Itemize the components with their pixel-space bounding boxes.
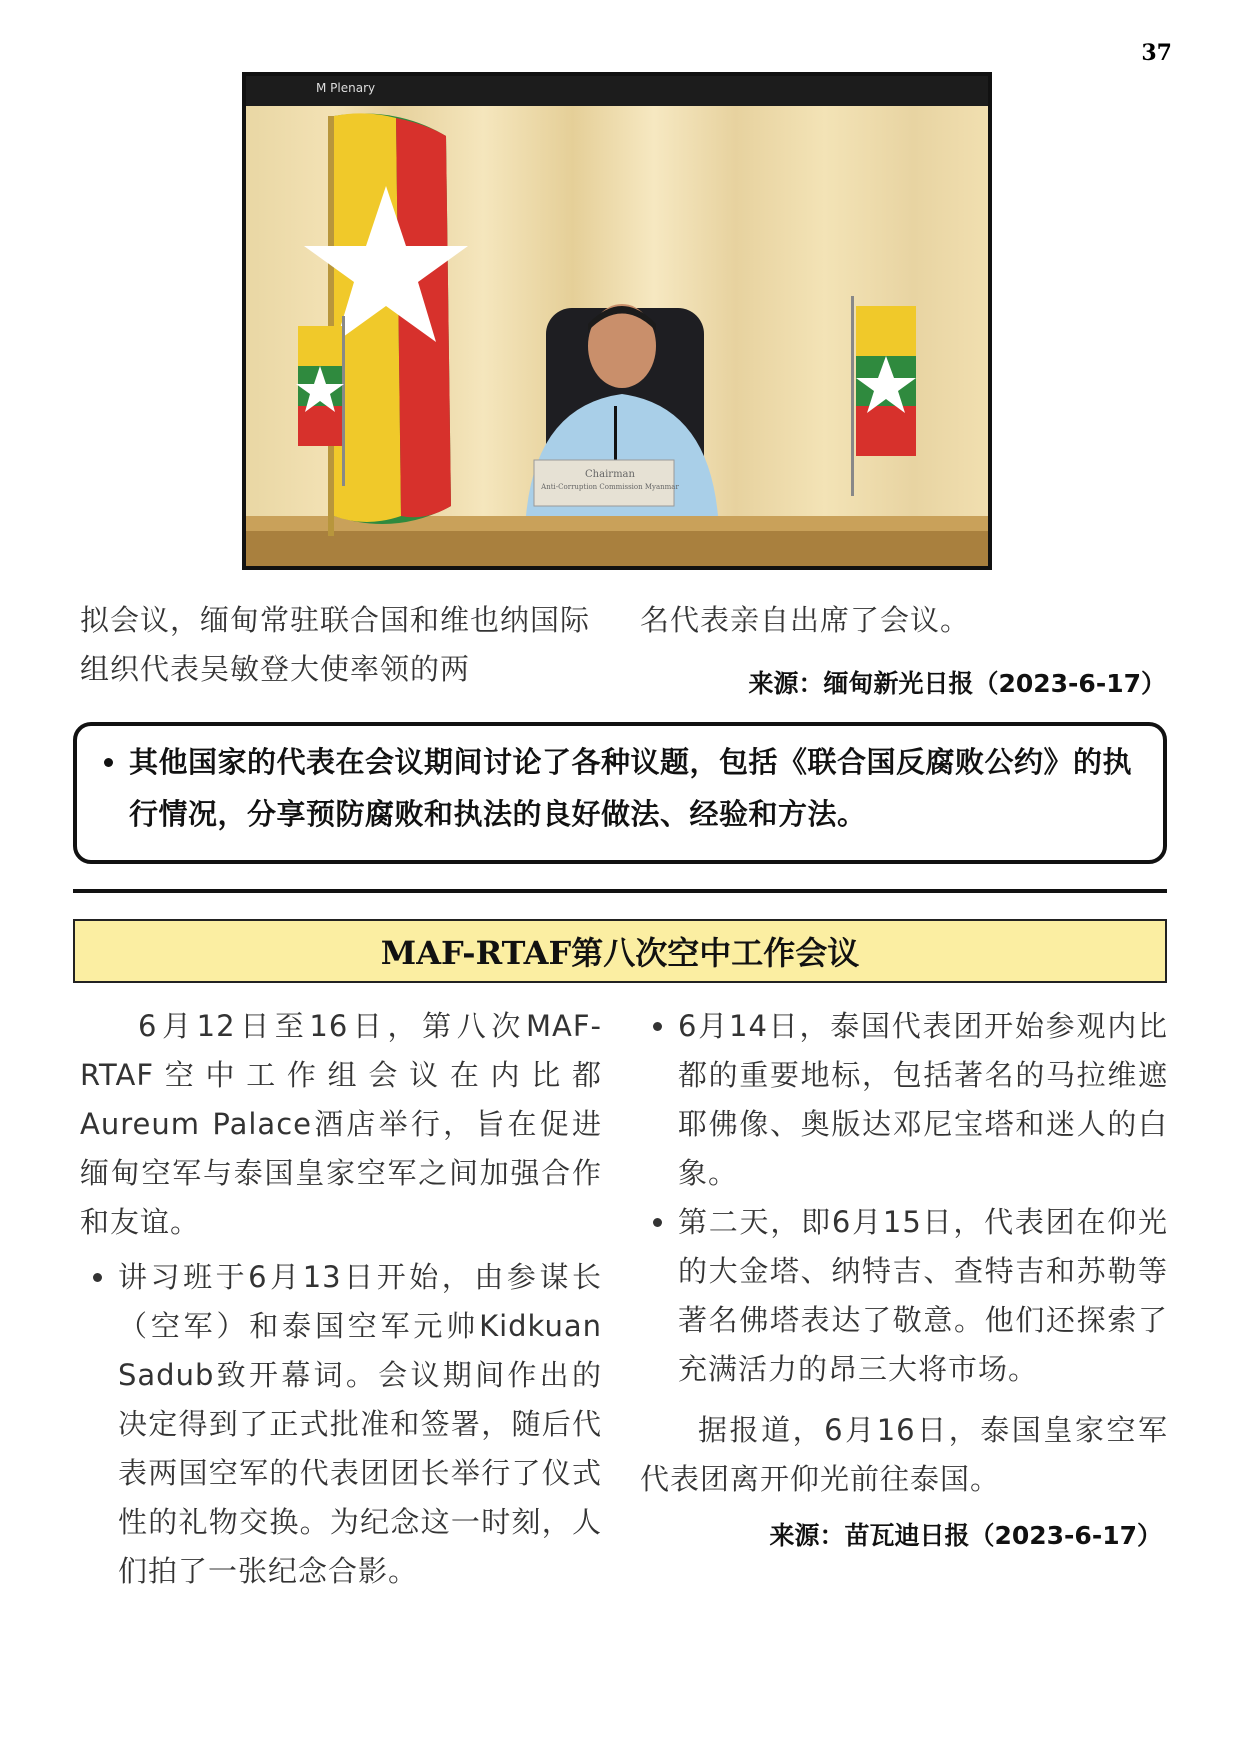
article2-right-bullets xyxy=(640,1002,1168,1394)
article2-bullet-3: • 第二天，即6月15日，代表团在仰光的大金塔、纳特吉、查特吉和苏勒等著名佛塔表达了敬意。他们还探索了充满活力的昂三大将市场。 xyxy=(678,1198,1168,1394)
conference-photo xyxy=(242,72,992,570)
toolbar-title: M Plenary xyxy=(316,81,376,95)
article2-title-banner xyxy=(73,919,1167,983)
article2-source: 来源：苗瓦迪日报（2023-6-17） xyxy=(769,1521,1162,1550)
nameplate xyxy=(540,469,680,493)
article1-right-text: 名代表亲自出席了会议。 xyxy=(640,603,971,637)
article1-source: 来源：缅甸新光日报（2023-6-17） xyxy=(748,669,1166,698)
callout-box xyxy=(73,722,1167,864)
article2-closing: 据报道，6月16日，泰国皇家空军代表团离开仰光前往泰国。 xyxy=(640,1413,1168,1496)
nameplate-title: Chairman xyxy=(585,469,635,480)
article2-bullet-1: • 讲习班于6月13日开始，由参谋长（空军）和泰国空军元帅Kidkuan Sadub致开幕词。会议期间作出的决定得到了正式批准和签署，随后代表两国空军的代表团团长举行了仪式性的礼物交换。为纪念这一时刻，人们拍了一张纪念合影。 xyxy=(118,1253,602,1596)
article2-left-column xyxy=(80,1002,602,1596)
section-divider xyxy=(73,889,1167,893)
article2-intro: 6月12日至16日，第八次MAF-RTAF空中工作组会议在内比都Aureum Palace酒店举行，旨在促进缅甸空军与泰国皇家空军之间加强合作和友谊。 xyxy=(80,1009,602,1239)
article2-left-bullets xyxy=(80,1253,602,1596)
callout-text: • 其他国家的代表在会议期间讨论了各种议题，包括《联合国反腐败公约》的执行情况，分享预防腐败和执法的良好做法、经验和方法。 xyxy=(129,736,1147,840)
video-call-toolbar xyxy=(246,76,988,106)
article2-right-column xyxy=(640,1002,1168,1552)
nameplate-subtitle: Anti-Corruption Commission Myanmar xyxy=(541,483,679,491)
article2-bullet-2: • 6月14日，泰国代表团开始参观内比都的重要地标，包括著名的马拉维遮耶佛像、奥版达邓尼宝塔和迷人的白象。 xyxy=(678,1002,1168,1198)
page-number: 37 xyxy=(1141,40,1172,66)
article1-left-text: 拟会议，缅甸常驻联合国和维也纳国际组织代表吴敏登大使率领的两 xyxy=(80,603,591,686)
article2-title: MAF-RTAF第八次空中工作会议 xyxy=(380,934,860,972)
